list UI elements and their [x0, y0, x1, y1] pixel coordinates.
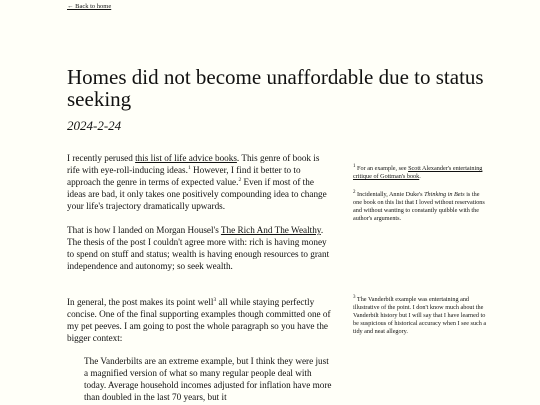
paragraph-intro: [67, 152, 332, 212]
sidenote-text: For an example, see: [355, 165, 409, 172]
sidenote-3: [353, 296, 488, 336]
footnote-ref-3[interactable]: 3: [213, 296, 217, 303]
paragraph-text: In general, the post makes its point well: [67, 297, 214, 307]
footnote-ref-2[interactable]: 2: [238, 176, 242, 183]
blockquote: The Vanderbilts are an extreme example, but I think they were just a magnified version of what so many regular people deal with today. Average household incomes adjusted for inflation have more than doubled in the last 70 years, but it: [84, 356, 332, 402]
life-advice-books-link[interactable]: this list of life advice books: [135, 153, 237, 163]
back-to-home-link[interactable]: ← Back to home: [67, 3, 112, 10]
sidenote-number: 3: [353, 294, 356, 300]
paragraph-text: However, I find it better to to approach the genre in terms of expected value.: [67, 165, 301, 187]
sidenote-number: 1: [353, 163, 356, 169]
sidenote-text: Incidentally, Annie Duke's: [355, 191, 425, 198]
sidenote-text: The Vanderbilt example was entertaining and illustrative of the point. I don't know much about the Vanderbilt history but I will say that I have learned to be suspicious of historical accuracy when I see such a tidy and neat allegory.: [353, 296, 487, 335]
gottman-critique-link[interactable]: Scott Alexander's entertaining critique of Gottman's book: [353, 165, 483, 180]
post-date: 2024-2-24: [67, 118, 122, 133]
sidenote-1: [353, 165, 488, 181]
book-title: Thinking in Bets: [424, 191, 465, 198]
footnote-ref-1[interactable]: 1: [187, 164, 191, 171]
paragraph-housel: [67, 224, 332, 272]
sidenote-text: .: [419, 173, 421, 180]
paragraph-text: I recently perused: [67, 153, 136, 163]
sidenote-2: [353, 191, 488, 223]
paragraph-text: Even if most of the ideas are bad, it only takes one positively compounding idea to change your life's trajectory dramatically upwards.: [67, 177, 327, 211]
paragraph-text: That is how I landed on Morgan Housel's: [67, 225, 221, 235]
post-title: Homes did not become unaffordable due to status seeking: [67, 65, 484, 111]
paragraph-text: . This genre of book is rife with eye-roll-inducing ideas.: [67, 153, 320, 175]
paragraph-text: . The thesis of the post I couldn't agree more with: rich is having money to spend on stuff and status; wealth is having enough resources to grant independence and autonomy; so seek wealth.: [67, 225, 330, 271]
sidenote-text: is the one book on this list that I loved without reservations and without wanting to constantly quibble with the author's arguments.: [353, 191, 485, 222]
rich-and-wealthy-link[interactable]: The Rich And The Wealthy: [220, 225, 321, 235]
sidenote-number: 2: [353, 189, 356, 195]
paragraph-text: all while staying perfectly concise. One of the final supporting examples though committed one of my pet peeves. I am going to post the whole paragraph so you have the bigger context:: [67, 297, 331, 343]
paragraph-general: [67, 296, 332, 344]
